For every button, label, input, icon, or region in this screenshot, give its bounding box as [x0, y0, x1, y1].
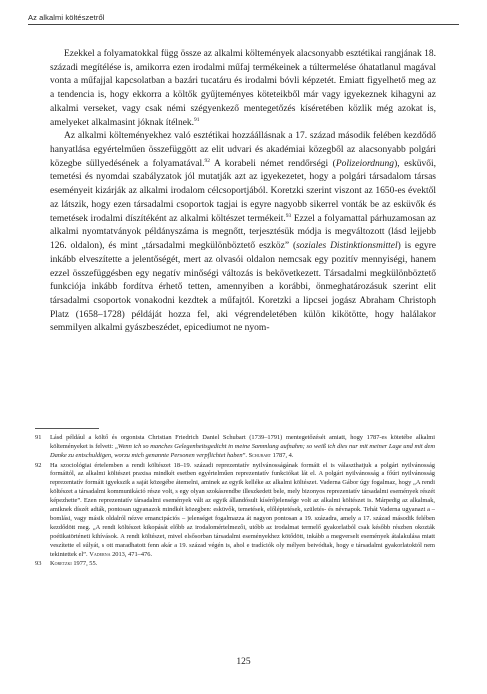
header-rule — [28, 24, 459, 25]
paragraph-2-text-e: ) is egyre inkább elveszítette a jelentőségét, mert az olvasói oldalon nemcsak egy pozitív mennyiségi, hanem ezzel összefüggésben egy negatív minőségi változás is bekövetkezett. Társadalmi megkülönböztető funkciója inkább fordítva érhető tetten, amennyiben a korábbi, önmeghatározásuk szerint elit társadalmi csoportok vonakodni kezdtek a műfajtól. Koretzki a lipcsei jogász Abraham Christoph Platz (1658–1728) példáját hozza fel, aki végrendeletében külön kikötötte, hogy halálakor semmilyen alkalmi gyászbeszédet, epicediumot ne nyom- — [50, 241, 436, 334]
footnote-number: 93 — [35, 560, 42, 568]
paragraph-2 — [50, 130, 436, 336]
running-head: Az alkalmi költészetről — [28, 13, 105, 22]
paragraph-2-text-b: A korabeli német rendőrségi ( — [210, 158, 336, 169]
footnote-text — [50, 560, 435, 569]
paragraph-2-text-d: Ezzel a folyamattal párhuzamosan az alkalmi nyomtatványok példányszáma is megnőtt, terjesztésük módja is megváltozott (lásd lejjebb 126. oldalon), és mint „társadalmi megkülönböztető eszköz” ( — [50, 213, 436, 252]
paragraph-2-text-c: ), esküvői, temetési és nyomdai szabályzatok jól mutatják azt az igyekezetet, hogy a polgári társadalom társas eseményeit kizárják az alkalmi irodalom célcsoportjából. Koretzki szerint viszont az 1650-es évektől az látszik, hogy ezen társadalmi csoportok tagjai is egyre nagyobb sikerrel vonták be az esküvők és temetések irodalmi díszítéként az alkalmi költészet termékeit. — [50, 158, 437, 224]
footnote-ref: 1977, 55. — [71, 560, 98, 568]
footnote-ref-91[interactable]: 91 — [194, 116, 200, 123]
footnotes — [35, 434, 435, 570]
footnote-93 — [35, 560, 435, 569]
term-polizeiordnung: Polizeiordnung — [335, 158, 395, 169]
footnote-author: Koretzki — [50, 560, 72, 568]
footnote-number: 91 — [35, 434, 42, 441]
footnote-91 — [35, 434, 435, 461]
footnote-rule — [35, 428, 99, 429]
paragraph-1 — [50, 48, 436, 130]
main-text — [50, 48, 436, 336]
footnote-text-a: Lásd például a költő és orgonista Christian Friedrich Daniel Schubart (1739–1791) mentegetőzését amiatt, hogy 1787-es kötetébe alkalmi költeményeket is felvett: „ — [50, 434, 435, 450]
term-distinktionsmittel: soziales Distinktionsmittel — [296, 241, 398, 252]
paragraph-2-text-a: Az alkalmi költeményekhez való esztétikai hozzáállásnak a 17. század második felében kezdődő hanyatlása egyértelműen összefüggött az elit udvari és akadémiai közegből az alacsonyabb polgári közegbe süllyedésének a folyamatával. — [50, 131, 436, 169]
page-number: 125 — [236, 657, 251, 667]
footnote-ref: 1787, 4. — [271, 451, 294, 459]
paragraph-1-text: Ezekkel a folyamatokkal függ össze az alkalmi költemények alacsonyabb esztétikai rangjának 18. századi megítélése is, amikorra ezen irodalmi műfaj termékeinek a túltermelése óhatatlanul magával vonta a műfajjal kapcsolatban a bazári tucatáru és irodalmi bóvli képzetét. Emiatt figyelhető meg az a tendencia is, hogy ekkorra a költők gyűjteményes köteteikből már vagy igyekeznek kihagyni az alkalmi verseket, vagy csak némi szégyenkező mentegetőzés kíséretében közlik még azokat is, amelyeket alkalmasint jóknak ítélnek. — [50, 49, 436, 128]
footnote-ref: 2013, 471–476. — [110, 550, 153, 558]
footnote-number: 92 — [35, 461, 42, 469]
footnote-92 — [35, 462, 435, 560]
footnote-text-b: ”. — [242, 451, 249, 459]
footnote-ref-93[interactable]: 93 — [285, 212, 292, 219]
footnote-text-a: Ha szociológiai értelemben a rendi költészet 18–19. századi reprezentatív nyilvánosságának formáit el is választhatjuk a polgári nyilvánosság formáitól, az alkalmi költészet praxisa mindkét esetben egyértelműen reprezentatív funkciókat lát el. A polgári nyilvánosság a főúri nyilvánosság reprezentatív formáit igyekszik a saját közegébe átemelni, aminek az egyik kelléke az alkalmi költészet. Vaderna Gábor úgy fogalmaz, hogy „A rendi költészet a társadalmi kommunikáció része volt, s egy olyan szokásrendbe illeszkedett bele, mely bizonyos reprezentatív társadalmi események részét képezhette”. Ezen reprezentatív társadalmi események vált az egyik állandósult kísérőjelensége volt az alkalmi költészet is. Márpedig az alkalmak, amiknek díszét adták, pontosan ugyanazok mindkét közegben: esküvők, temetések, előléptetések, születés- és névnapok. Tehát Vaderna ugyanazt a – bomlási, vagy másik oldalról nézve emancipációs – jelenséget fogalmazza át nagyon pontosan a 19. századra, amely a 17. század második felében kezdődött meg. „A rendi költészet kikopását előbb az irodalomértelmezői, utóbb az irodalmat termelő gyakorlatból csak később részben okozták poétikatörténeti kihívások. A rendi költészet, mivel elsősorban társadalmi eseményekhez kötődött, inkább a megverselt események átalakulása miatt veszítette el súlyát, s ott maradhatott fenn akár a 19. század végén is, ahol e tradíciók oly mélyen beivódtak, hogy e társadalmi gyakorlatoktól nem tekintettek el”. — [50, 461, 435, 558]
footnote-ref-92[interactable]: 92 — [204, 157, 211, 164]
footnote-author: Vaderna — [89, 550, 111, 558]
footnote-author: Schubart — [248, 451, 272, 459]
footnote-text — [50, 462, 435, 560]
footnote-quote: Wenn ich so manches Gelegenheitsgedicht in meine Sammlung aufnahm; so weiß ich dies nur mit meiner Lage und mit dem Danke zu entschuldigen, worzu mich genannte Personen verpflichtet haben — [50, 442, 435, 459]
footnote-text — [50, 434, 435, 461]
